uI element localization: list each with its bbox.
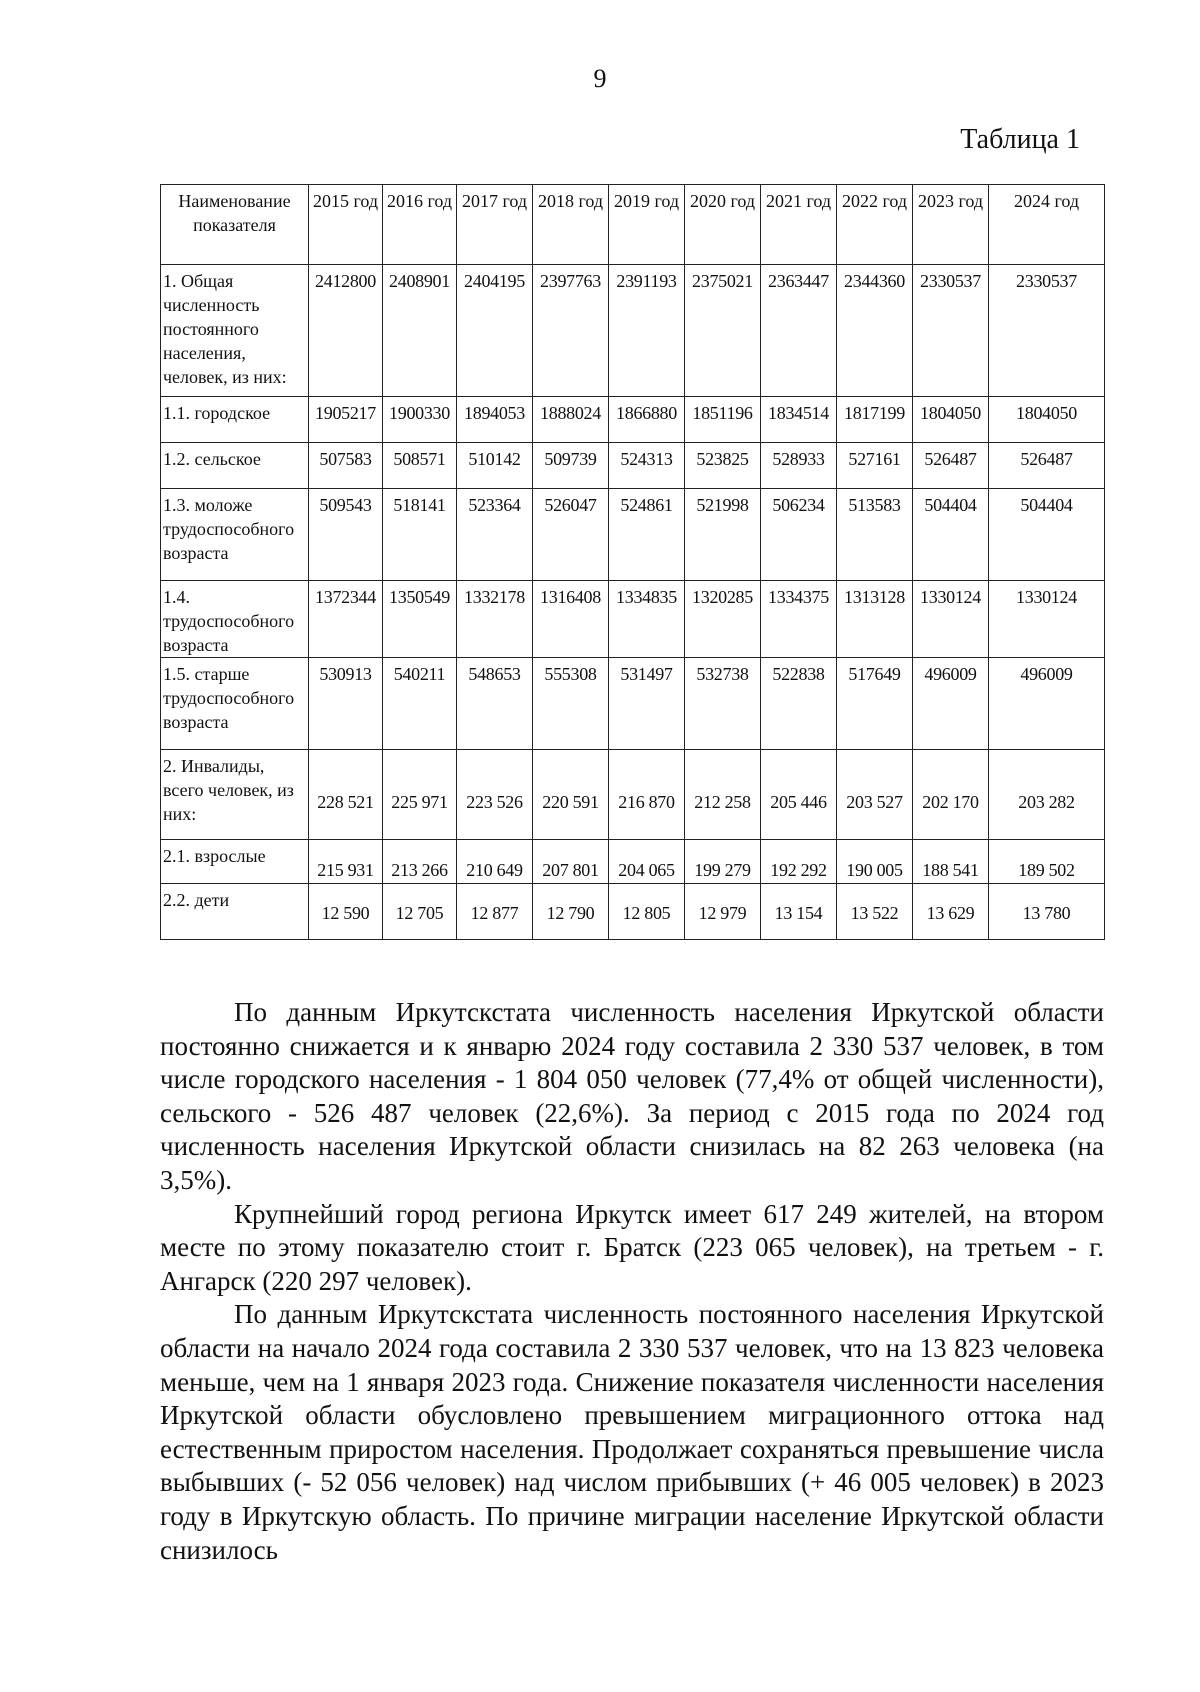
value-cell: 1330124 xyxy=(913,581,989,658)
value-cell: 524313 xyxy=(609,443,685,489)
value-cell: 518141 xyxy=(383,489,457,581)
value-cell: 1350549 xyxy=(383,581,457,658)
value-cell: 203 282 xyxy=(989,750,1105,840)
value-cell: 530913 xyxy=(309,658,383,750)
value-cell: 522838 xyxy=(761,658,837,750)
value-cell: 2344360 xyxy=(837,265,913,397)
header-cell: 2017 год xyxy=(457,185,533,265)
value-cell: 220 591 xyxy=(533,750,609,840)
header-cell: 2021 год xyxy=(761,185,837,265)
value-cell: 496009 xyxy=(989,658,1105,750)
value-cell: 1905217 xyxy=(309,397,383,443)
value-cell: 1834514 xyxy=(761,397,837,443)
value-cell: 2375021 xyxy=(685,265,761,397)
row-label: 1.3. моложе трудоспособного возраста xyxy=(161,489,309,581)
value-cell: 510142 xyxy=(457,443,533,489)
paragraph: Крупнейший город региона Иркутск имеет 617 249 жителей, на втором месте по этому показателю стоит г. Братск (223 065 человек), на третьем - г. Ангарск (220 297 человек). xyxy=(160,1198,1104,1296)
value-cell: 523364 xyxy=(457,489,533,581)
value-cell: 216 870 xyxy=(609,750,685,840)
header-cell: 2024 год xyxy=(989,185,1105,265)
value-cell: 2330537 xyxy=(989,265,1105,397)
row-label: 1.2. сельское xyxy=(161,443,309,489)
paragraph: По данным Иркутскстата численность постоянного населения Иркутской области на начало 2024 года составила 2 330 537 человек, что на 13 823 человека меньше, чем на 1 января 2023 года. Снижение показателя численности населения Иркутской области обусловлено превышением миграционного оттока над естественным приростом населения. Продолжает сохраняться превышение числа выбывших (- 52 056 человек) над числом прибывших (+ 46 005 человек) в 2023 году в Иркутскую область. По причине миграции население Иркутской области снизилось xyxy=(160,1299,1104,1565)
value-cell: 12 590 xyxy=(309,884,383,940)
paragraph: По данным Иркутскстата численность населения Иркутской области постоянно снижается и к январю 2024 году составила 2 330 537 человек, в том числе городского населения - 1 804 050 человек (77,4% от общей численности), сельского - 526 487 человек (22,6%). За период с 2015 года по 2024 год численность населения Иркутской области снизилась на 82 263 человека (на 3,5%). xyxy=(160,997,1104,1195)
value-cell: 1320285 xyxy=(685,581,761,658)
value-cell: 189 502 xyxy=(989,840,1105,884)
value-cell: 548653 xyxy=(457,658,533,750)
value-cell: 528933 xyxy=(761,443,837,489)
value-cell: 1316408 xyxy=(533,581,609,658)
value-cell: 212 258 xyxy=(685,750,761,840)
value-cell: 524861 xyxy=(609,489,685,581)
header-cell: 2016 год xyxy=(383,185,457,265)
table-row xyxy=(161,581,1105,658)
value-cell: 507583 xyxy=(309,443,383,489)
value-cell: 523825 xyxy=(685,443,761,489)
value-cell: 531497 xyxy=(609,658,685,750)
row-label: 2.1. взрослые xyxy=(161,840,309,884)
value-cell: 204 065 xyxy=(609,840,685,884)
body-text xyxy=(160,996,1104,1567)
row-label: 1. Общая численность постоянного населения, человек, из них: xyxy=(161,265,309,397)
value-cell: 1804050 xyxy=(989,397,1105,443)
value-cell: 527161 xyxy=(837,443,913,489)
value-cell: 526487 xyxy=(989,443,1105,489)
table-row xyxy=(161,489,1105,581)
table-header-row xyxy=(161,185,1105,265)
value-cell: 509739 xyxy=(533,443,609,489)
value-cell: 1372344 xyxy=(309,581,383,658)
value-cell: 1334375 xyxy=(761,581,837,658)
value-cell: 13 780 xyxy=(989,884,1105,940)
value-cell: 2397763 xyxy=(533,265,609,397)
value-cell: 509543 xyxy=(309,489,383,581)
table-title: Таблица 1 xyxy=(960,124,1080,155)
value-cell: 1900330 xyxy=(383,397,457,443)
row-label: 1.4. трудоспособного возраста xyxy=(161,581,309,658)
value-cell: 215 931 xyxy=(309,840,383,884)
value-cell: 2363447 xyxy=(761,265,837,397)
page-number: 9 xyxy=(593,64,607,93)
value-cell: 1866880 xyxy=(609,397,685,443)
value-cell: 202 170 xyxy=(913,750,989,840)
value-cell: 508571 xyxy=(383,443,457,489)
value-cell: 12 877 xyxy=(457,884,533,940)
table-row xyxy=(161,658,1105,750)
value-cell: 188 541 xyxy=(913,840,989,884)
value-cell: 555308 xyxy=(533,658,609,750)
value-cell: 205 446 xyxy=(761,750,837,840)
value-cell: 1851196 xyxy=(685,397,761,443)
value-cell: 13 629 xyxy=(913,884,989,940)
value-cell: 12 790 xyxy=(533,884,609,940)
value-cell: 1334835 xyxy=(609,581,685,658)
table-row xyxy=(161,265,1105,397)
value-cell: 504404 xyxy=(989,489,1105,581)
value-cell: 203 527 xyxy=(837,750,913,840)
row-label: 2.2. дети xyxy=(161,884,309,940)
value-cell: 207 801 xyxy=(533,840,609,884)
value-cell: 225 971 xyxy=(383,750,457,840)
value-cell: 12 805 xyxy=(609,884,685,940)
row-label: 1.5. старше трудоспособного возраста xyxy=(161,658,309,750)
value-cell: 532738 xyxy=(685,658,761,750)
value-cell: 2404195 xyxy=(457,265,533,397)
value-cell: 199 279 xyxy=(685,840,761,884)
value-cell: 496009 xyxy=(913,658,989,750)
value-cell: 223 526 xyxy=(457,750,533,840)
value-cell: 213 266 xyxy=(383,840,457,884)
header-cell: 2018 год xyxy=(533,185,609,265)
value-cell: 521998 xyxy=(685,489,761,581)
table-row xyxy=(161,750,1105,840)
header-cell: 2020 год xyxy=(685,185,761,265)
header-cell: 2019 год xyxy=(609,185,685,265)
table-row xyxy=(161,397,1105,443)
value-cell: 1888024 xyxy=(533,397,609,443)
value-cell: 1330124 xyxy=(989,581,1105,658)
value-cell: 190 005 xyxy=(837,840,913,884)
value-cell: 517649 xyxy=(837,658,913,750)
value-cell: 1313128 xyxy=(837,581,913,658)
value-cell: 506234 xyxy=(761,489,837,581)
value-cell: 228 521 xyxy=(309,750,383,840)
value-cell: 13 522 xyxy=(837,884,913,940)
value-cell: 504404 xyxy=(913,489,989,581)
value-cell: 13 154 xyxy=(761,884,837,940)
value-cell: 540211 xyxy=(383,658,457,750)
header-cell: 2023 год xyxy=(913,185,989,265)
value-cell: 2330537 xyxy=(913,265,989,397)
header-cell: Наименование показателя xyxy=(161,185,309,265)
value-cell: 1804050 xyxy=(913,397,989,443)
value-cell: 526047 xyxy=(533,489,609,581)
value-cell: 526487 xyxy=(913,443,989,489)
population-table xyxy=(160,184,1105,940)
header-cell: 2022 год xyxy=(837,185,913,265)
row-label: 2. Инвалиды, всего человек, из них: xyxy=(161,750,309,840)
value-cell: 2391193 xyxy=(609,265,685,397)
value-cell: 2412800 xyxy=(309,265,383,397)
value-cell: 513583 xyxy=(837,489,913,581)
value-cell: 12 979 xyxy=(685,884,761,940)
value-cell: 2408901 xyxy=(383,265,457,397)
row-label: 1.1. городское xyxy=(161,397,309,443)
value-cell: 210 649 xyxy=(457,840,533,884)
value-cell: 12 705 xyxy=(383,884,457,940)
value-cell: 1817199 xyxy=(837,397,913,443)
value-cell: 192 292 xyxy=(761,840,837,884)
table-row xyxy=(161,884,1105,940)
value-cell: 1332178 xyxy=(457,581,533,658)
header-cell: 2015 год xyxy=(309,185,383,265)
table-row xyxy=(161,840,1105,884)
value-cell: 1894053 xyxy=(457,397,533,443)
table-row xyxy=(161,443,1105,489)
table-body xyxy=(161,265,1105,940)
